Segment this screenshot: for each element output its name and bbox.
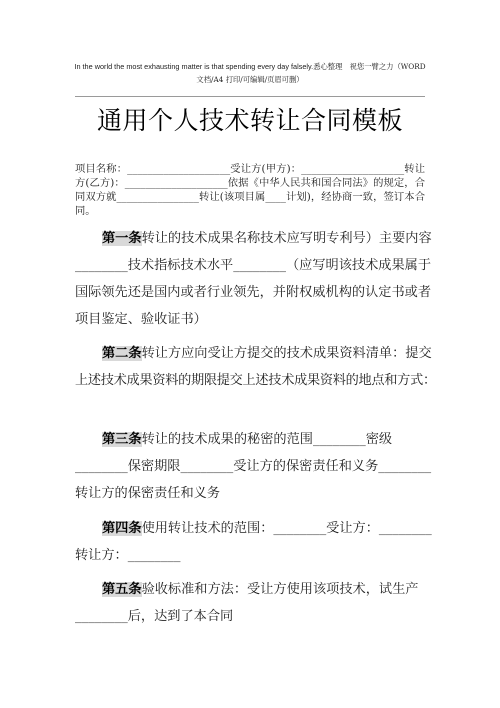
article-4-line-1: 使用转让技术的范围：________受让方：________ <box>141 521 432 536</box>
intro-paragraph: 项目名称：____________________受让方(甲方)：____________________转让方(乙方)：____________________依据《中华人民共和国合同法》的规定，合同双方就________________转让(该项目属____计划)，经协商一致，签订本合同。 <box>75 163 425 217</box>
article-1-line-1: 转让的技术成果名称技术应写明专利号）主要内容 <box>141 231 432 246</box>
article-1-line-3: 国际领先还是国内或者行业领先，并附权威机构的认定书或者 <box>75 285 432 300</box>
article-1-label: 第一条 <box>102 231 142 246</box>
article-2-line-1: 转让方应向受让方提交的技术成果资料清单：提交 <box>141 346 432 361</box>
article-5-label: 第五条 <box>102 582 142 597</box>
article-2 <box>75 340 436 394</box>
article-1-line-2: ________技术指标技术水平________（应写明该技术成果属于 <box>75 258 432 273</box>
article-5 <box>75 576 427 630</box>
header-divider <box>75 96 425 97</box>
article-4-label: 第四条 <box>102 521 142 536</box>
article-3 <box>75 426 432 507</box>
article-3-label: 第三条 <box>102 432 142 447</box>
document-title: 通用个人技术转让合同模板 <box>96 106 403 135</box>
page-header <box>50 60 450 86</box>
article-3-line-1: 转让的技术成果的秘密的范围________密级 <box>141 432 393 447</box>
article-4 <box>75 515 432 569</box>
article-4-line-2: 转让方：________ <box>75 548 181 563</box>
article-1 <box>75 225 432 333</box>
article-3-line-3: 转让方的保密责任和义务 <box>75 486 221 501</box>
header-chinese-note: 悉心整理 祝您一臂之力（WORD <box>313 62 426 71</box>
article-2-label: 第二条 <box>102 346 142 361</box>
article-2-line-2: 上述技术成果资料的期限提交上述技术成果资料的地点和方式： <box>75 373 436 388</box>
article-1-line-4: 项目鉴定、验收证书） <box>75 312 207 327</box>
header-english-quote: In the world the most exhausting matter is that spending every day falsely. <box>74 62 314 71</box>
article-5-line-1: 验收标准和方法：受让方使用该项技术，试生产 <box>141 582 419 597</box>
article-5-line-2: ________后，达到了本合同 <box>75 609 234 624</box>
article-3-line-2: ________保密期限________受让方的保密责任和义务________ <box>75 459 432 474</box>
header-line-1 <box>50 60 450 73</box>
header-line-2: 文档/A4 打印/可编辑/页眉可删） <box>196 75 304 84</box>
